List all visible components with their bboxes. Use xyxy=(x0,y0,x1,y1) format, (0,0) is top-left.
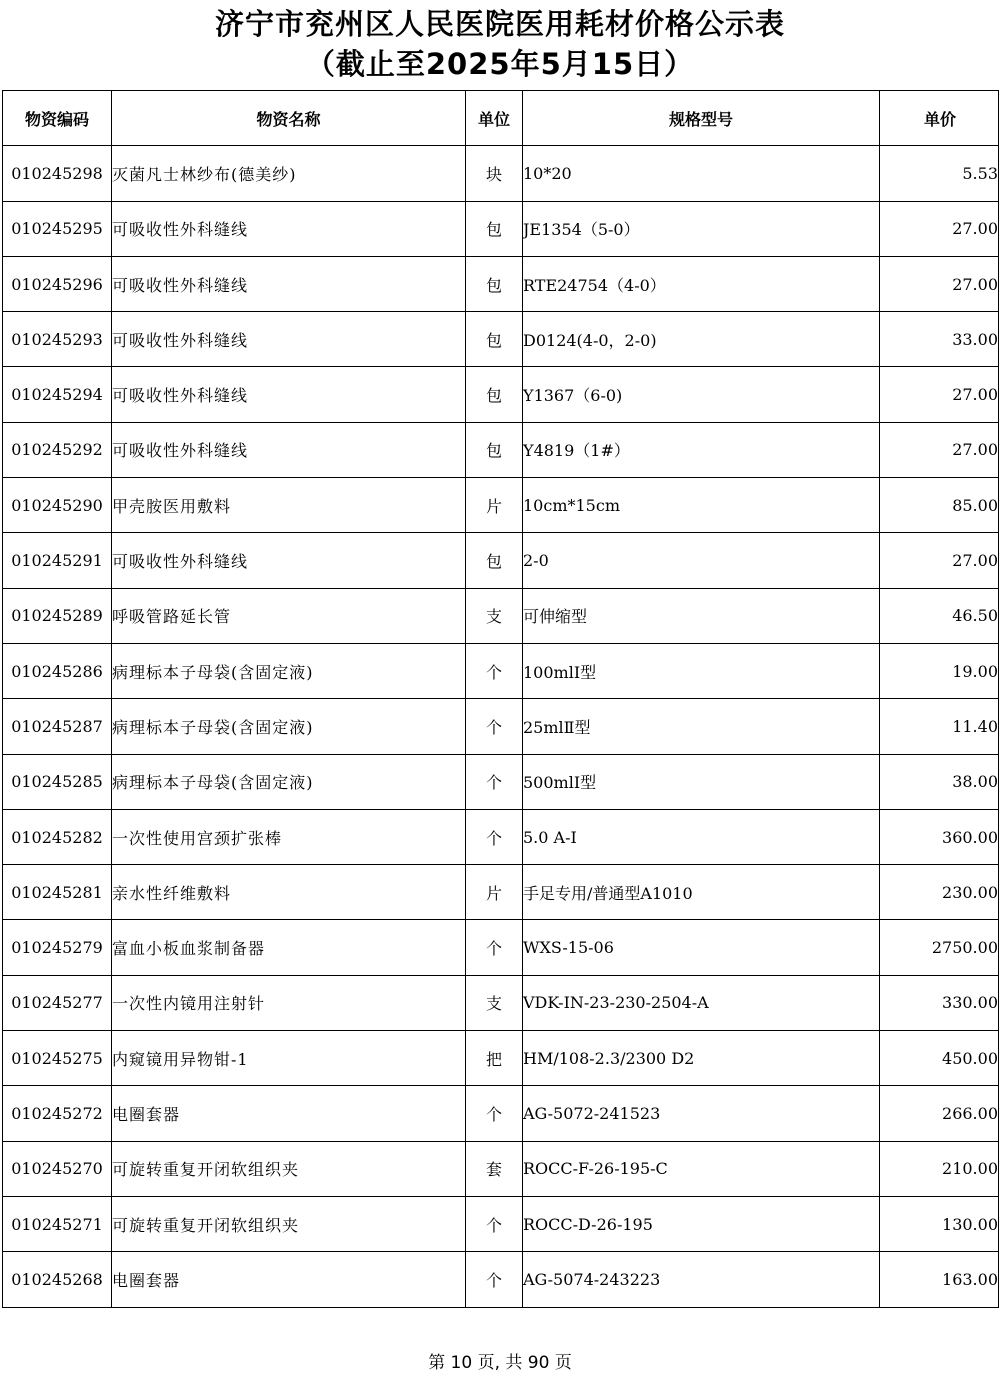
cell-price: 360.00 xyxy=(880,809,999,864)
cell-code: 010245268 xyxy=(3,1252,112,1307)
cell-code: 010245293 xyxy=(3,312,112,367)
cell-price: 210.00 xyxy=(880,1141,999,1196)
cell-unit: 把 xyxy=(466,1031,523,1086)
cell-unit: 套 xyxy=(466,1141,523,1196)
cell-code: 010245295 xyxy=(3,201,112,256)
cell-spec: HM/108-2.3/2300 D2 xyxy=(523,1031,880,1086)
cell-code: 010245286 xyxy=(3,643,112,698)
cell-name: 可吸收性外科缝线 xyxy=(112,256,466,311)
cell-price: 230.00 xyxy=(880,865,999,920)
cell-unit: 个 xyxy=(466,920,523,975)
table-row xyxy=(3,312,999,367)
table-header-row xyxy=(3,91,999,146)
cell-price: 38.00 xyxy=(880,754,999,809)
table-row xyxy=(3,1031,999,1086)
cell-name: 病理标本子母袋(含固定液) xyxy=(112,643,466,698)
cell-code: 010245291 xyxy=(3,533,112,588)
cell-spec: 25mlⅡ型 xyxy=(523,699,880,754)
cell-name: 亲水性纤维敷料 xyxy=(112,865,466,920)
cell-price: 27.00 xyxy=(880,256,999,311)
table-row xyxy=(3,1196,999,1251)
cell-name: 呼吸管路延长管 xyxy=(112,588,466,643)
cell-spec: 500mlⅠ型 xyxy=(523,754,880,809)
cell-spec: WXS-15-06 xyxy=(523,920,880,975)
table-row xyxy=(3,478,999,533)
document-title: 济宁市兖州区人民医院医用耗材价格公示表 xyxy=(214,7,785,41)
cell-code: 010245298 xyxy=(3,146,112,201)
cell-spec: 手足专用/普通型A1010 xyxy=(523,865,880,920)
table-row xyxy=(3,367,999,422)
cell-code: 010245285 xyxy=(3,754,112,809)
cell-spec: ROCC-D-26-195 xyxy=(523,1196,880,1251)
cell-spec: RTE24754（4-0） xyxy=(523,256,880,311)
cell-code: 010245277 xyxy=(3,975,112,1030)
cell-spec: Y1367（6-0) xyxy=(523,367,880,422)
cell-spec: 5.0 A-I xyxy=(523,809,880,864)
cell-price: 130.00 xyxy=(880,1196,999,1251)
cell-price: 27.00 xyxy=(880,367,999,422)
document-subtitle-date: （截止至2025年5月15日） xyxy=(305,47,695,81)
table-row xyxy=(3,699,999,754)
cell-unit: 个 xyxy=(466,809,523,864)
cell-spec: 10cm*15cm xyxy=(523,478,880,533)
cell-unit: 个 xyxy=(466,699,523,754)
cell-spec: AG-5074-243223 xyxy=(523,1252,880,1307)
table-row xyxy=(3,809,999,864)
cell-name: 可吸收性外科缝线 xyxy=(112,422,466,477)
page-number: 第 10 页, 共 90 页 xyxy=(428,1353,572,1373)
table-row xyxy=(3,146,999,201)
price-table xyxy=(2,90,999,1308)
cell-unit: 支 xyxy=(466,588,523,643)
header-spec: 规格型号 xyxy=(523,91,880,146)
cell-unit: 个 xyxy=(466,1252,523,1307)
cell-unit: 支 xyxy=(466,975,523,1030)
table-row xyxy=(3,422,999,477)
cell-unit: 块 xyxy=(466,146,523,201)
cell-price: 85.00 xyxy=(880,478,999,533)
table-row xyxy=(3,1141,999,1196)
cell-spec: VDK-IN-23-230-2504-A xyxy=(523,975,880,1030)
table-body xyxy=(3,146,999,1307)
cell-name: 可吸收性外科缝线 xyxy=(112,367,466,422)
header-name: 物资名称 xyxy=(112,91,466,146)
table-row xyxy=(3,754,999,809)
cell-unit: 个 xyxy=(466,1196,523,1251)
cell-spec: ROCC-F-26-195-C xyxy=(523,1141,880,1196)
cell-spec: 可伸缩型 xyxy=(523,588,880,643)
cell-price: 27.00 xyxy=(880,422,999,477)
cell-unit: 包 xyxy=(466,312,523,367)
cell-price: 11.40 xyxy=(880,699,999,754)
cell-code: 010245271 xyxy=(3,1196,112,1251)
cell-price: 27.00 xyxy=(880,201,999,256)
header-code: 物资编码 xyxy=(3,91,112,146)
cell-spec: AG-5072-241523 xyxy=(523,1086,880,1141)
cell-unit: 片 xyxy=(466,478,523,533)
cell-price: 450.00 xyxy=(880,1031,999,1086)
cell-unit: 包 xyxy=(466,422,523,477)
cell-name: 可旋转重复开闭软组织夹 xyxy=(112,1196,466,1251)
cell-price: 330.00 xyxy=(880,975,999,1030)
table-row xyxy=(3,256,999,311)
table-row xyxy=(3,201,999,256)
cell-price: 27.00 xyxy=(880,533,999,588)
table-row xyxy=(3,588,999,643)
cell-spec: Y4819（1#） xyxy=(523,422,880,477)
cell-price: 5.53 xyxy=(880,146,999,201)
cell-spec: D0124(4-0，2-0) xyxy=(523,312,880,367)
cell-unit: 包 xyxy=(466,367,523,422)
cell-code: 010245290 xyxy=(3,478,112,533)
cell-code: 010245292 xyxy=(3,422,112,477)
cell-name: 电圈套器 xyxy=(112,1086,466,1141)
cell-code: 010245270 xyxy=(3,1141,112,1196)
header-price: 单价 xyxy=(880,91,999,146)
cell-spec: 100mlⅠ型 xyxy=(523,643,880,698)
table-row xyxy=(3,643,999,698)
cell-code: 010245281 xyxy=(3,865,112,920)
header-unit: 单位 xyxy=(466,91,523,146)
cell-unit: 包 xyxy=(466,201,523,256)
cell-price: 2750.00 xyxy=(880,920,999,975)
cell-unit: 个 xyxy=(466,643,523,698)
cell-code: 010245287 xyxy=(3,699,112,754)
cell-unit: 个 xyxy=(466,754,523,809)
cell-spec: 10*20 xyxy=(523,146,880,201)
cell-name: 一次性使用宫颈扩张棒 xyxy=(112,809,466,864)
cell-price: 163.00 xyxy=(880,1252,999,1307)
cell-unit: 个 xyxy=(466,1086,523,1141)
cell-name: 病理标本子母袋(含固定液) xyxy=(112,699,466,754)
cell-spec: JE1354（5-0） xyxy=(523,201,880,256)
cell-name: 可吸收性外科缝线 xyxy=(112,312,466,367)
cell-name: 病理标本子母袋(含固定液) xyxy=(112,754,466,809)
table-row xyxy=(3,1086,999,1141)
cell-code: 010245279 xyxy=(3,920,112,975)
cell-price: 46.50 xyxy=(880,588,999,643)
cell-name: 富血小板血浆制备器 xyxy=(112,920,466,975)
cell-code: 010245289 xyxy=(3,588,112,643)
cell-name: 可吸收性外科缝线 xyxy=(112,533,466,588)
cell-unit: 片 xyxy=(466,865,523,920)
cell-name: 可吸收性外科缝线 xyxy=(112,201,466,256)
cell-name: 电圈套器 xyxy=(112,1252,466,1307)
table-row xyxy=(3,975,999,1030)
cell-code: 010245294 xyxy=(3,367,112,422)
cell-price: 33.00 xyxy=(880,312,999,367)
cell-name: 可旋转重复开闭软组织夹 xyxy=(112,1141,466,1196)
cell-name: 灭菌凡士林纱布(德美纱) xyxy=(112,146,466,201)
cell-unit: 包 xyxy=(466,256,523,311)
cell-name: 甲壳胺医用敷料 xyxy=(112,478,466,533)
table-row xyxy=(3,533,999,588)
cell-price: 19.00 xyxy=(880,643,999,698)
cell-code: 010245275 xyxy=(3,1031,112,1086)
table-row xyxy=(3,865,999,920)
cell-spec: 2-0 xyxy=(523,533,880,588)
cell-name: 一次性内镜用注射针 xyxy=(112,975,466,1030)
cell-unit: 包 xyxy=(466,533,523,588)
cell-code: 010245296 xyxy=(3,256,112,311)
cell-code: 010245282 xyxy=(3,809,112,864)
cell-price: 266.00 xyxy=(880,1086,999,1141)
cell-name: 内窥镜用异物钳-1 xyxy=(112,1031,466,1086)
table-row xyxy=(3,920,999,975)
table-row xyxy=(3,1252,999,1307)
cell-code: 010245272 xyxy=(3,1086,112,1141)
